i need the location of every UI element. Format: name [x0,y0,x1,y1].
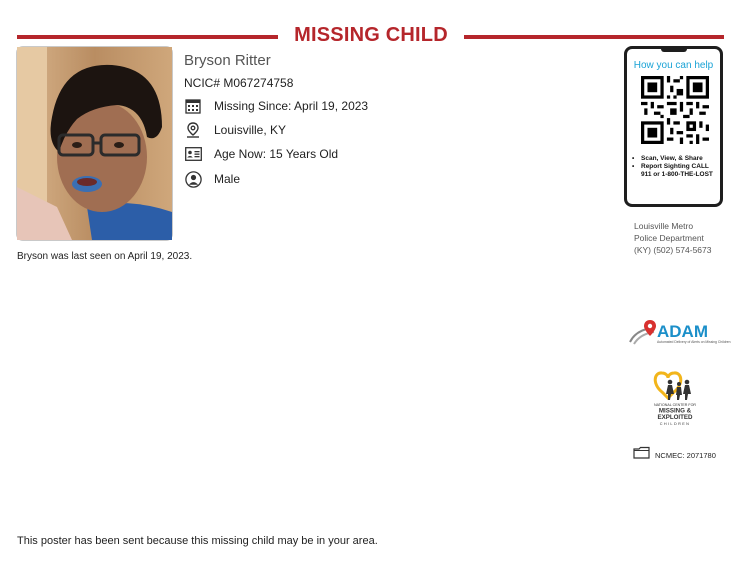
missing-since-row [184,97,368,115]
ncmec-mid2-text: EXPLOITED [657,414,693,421]
child-photo-image [17,47,172,240]
age-row [184,145,338,163]
sex-row [184,170,240,188]
adam-subtitle: Automated Delivery of Alerts on Missing Children [657,340,731,344]
id-card-icon [184,145,202,163]
footer-note: This poster has been sent because this missing child may be in your area. [17,535,378,547]
location: Louisville, KY [214,123,287,137]
help-card [624,46,723,207]
ncmec-logo [648,370,702,428]
agency-contact [634,220,712,256]
adam-logo [628,318,731,352]
header-rule-right [464,35,724,39]
agency-line: Louisville Metro [634,221,694,231]
case-number-row [633,446,716,464]
child-photo [17,47,172,240]
age-now: Age Now: 15 Years Old [214,147,339,161]
person-icon [184,170,202,188]
map-pin-icon [184,121,202,139]
help-card-list [632,155,720,179]
ncmec-mid1-text: MISSING & [658,407,692,415]
ncic-number: NCIC# M067274758 [184,76,294,90]
child-name: Bryson Ritter [184,52,271,69]
ncmec-bottom-text: CHILDREN [659,422,691,426]
last-seen-text: Bryson was last seen on April 19, 2023. [17,251,193,262]
case-number: NCMEC: 2071780 [655,450,716,460]
agency-line: Police Department [634,233,704,243]
agency-line: (KY) (502) 574-5673 [634,245,712,255]
help-item: • Report Sighting CALL 911 or 1-800-THE-LOST [632,163,720,179]
missing-since: Missing Since: April 19, 2023 [214,99,369,113]
help-item-text: Scan, View, & Share [641,155,703,162]
calendar-icon [184,97,202,115]
location-row [184,121,286,139]
sex: Male [214,172,241,186]
qr-code-icon[interactable] [641,76,709,144]
header-rule-left [17,35,278,39]
poster-title: MISSING CHILD [294,24,448,46]
adam-wordmark: ADAM [657,322,708,341]
ncmec-top-text: NATIONAL CENTER FOR [654,403,696,407]
folder-icon [633,446,650,464]
phone-notch [661,49,687,52]
help-item-text: Report Sighting CALL 911 or 1-800-THE-LOST [641,163,713,178]
help-item: • Scan, View, & Share [632,155,703,162]
help-card-title: How you can help [633,60,714,71]
